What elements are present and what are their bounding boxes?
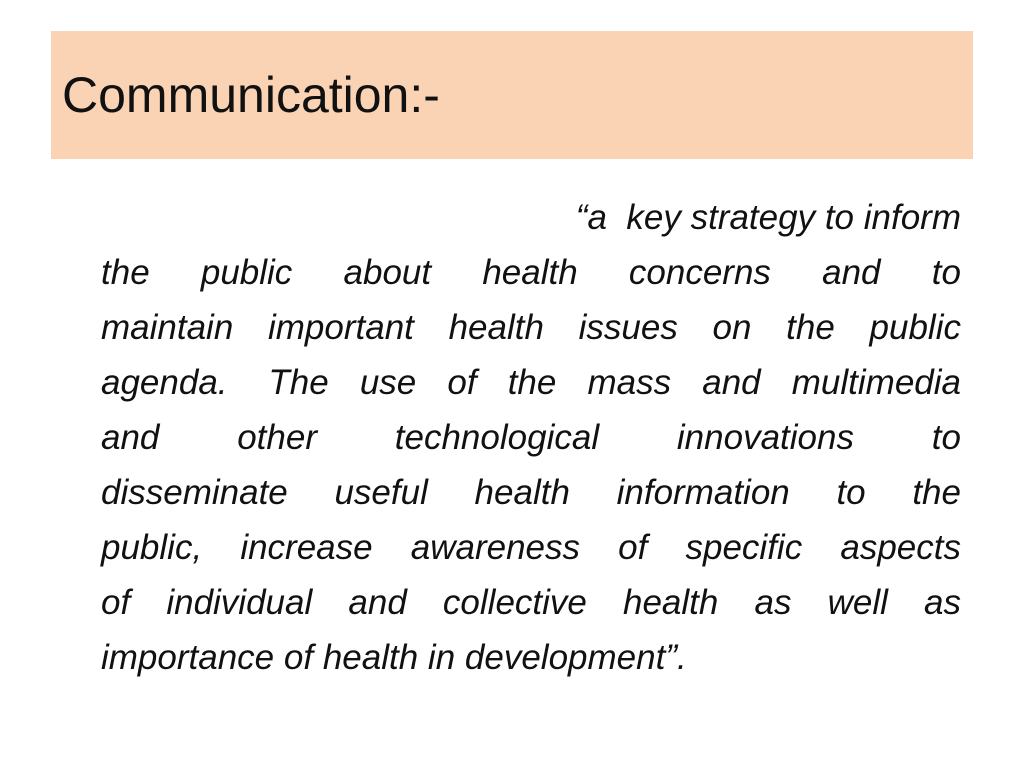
quote-word: disseminate — [101, 473, 288, 512]
quote-word: well — [827, 583, 888, 622]
quote-line — [101, 465, 961, 520]
quote-word: awareness — [410, 528, 581, 567]
quote-word: important — [267, 308, 414, 347]
quote-word: use — [359, 363, 417, 402]
quote-word: individual — [166, 583, 313, 622]
quote-word: and — [702, 363, 761, 402]
quote-word: as — [754, 583, 792, 622]
quote-line — [101, 630, 961, 685]
quote-line — [101, 190, 961, 245]
quote-word: in — [427, 638, 456, 677]
quote-word: technological — [394, 418, 600, 457]
quote-word: about — [343, 253, 432, 292]
quote-word: health — [482, 253, 578, 292]
quote-word: other — [237, 418, 317, 457]
quote-word: issues — [578, 308, 678, 347]
quote-word: concerns — [628, 253, 771, 292]
title-bar — [51, 31, 973, 159]
quote-word: The — [268, 363, 329, 402]
quote-word: innovations — [676, 418, 854, 457]
quote-word: health — [322, 638, 419, 677]
quote-word: and — [348, 583, 407, 622]
quote-word: on — [712, 308, 752, 347]
quote-word: of — [101, 583, 131, 622]
quote-word: mass — [587, 363, 672, 402]
quote-word: the — [786, 308, 835, 347]
quote-word: collective — [442, 583, 587, 622]
quote-line — [101, 520, 961, 575]
quote-line — [101, 410, 961, 465]
quote-word: inform — [863, 198, 961, 237]
quote-word: public, — [101, 528, 203, 567]
quote-body — [101, 190, 961, 685]
quote-word: the — [507, 363, 557, 402]
quote-word: and — [101, 418, 160, 457]
quote-word: aspects — [840, 528, 961, 567]
quote-word: strategy — [690, 198, 816, 237]
quote-line — [101, 300, 961, 355]
quote-word: and — [822, 253, 881, 292]
quote-word: increase — [240, 528, 373, 567]
quote-word: useful — [334, 473, 428, 512]
quote-word: of — [283, 638, 314, 677]
quote-word: public — [869, 308, 961, 347]
quote-word: health — [448, 308, 544, 347]
quote-word: the — [912, 473, 961, 512]
quote-word: to — [931, 418, 961, 457]
quote-line — [101, 575, 961, 630]
quote-word: multimedia — [791, 363, 961, 402]
quote-word: “a key — [575, 198, 681, 237]
quote-line — [101, 245, 961, 300]
quote-word: information — [616, 473, 790, 512]
quote-word: of — [618, 528, 648, 567]
quote-word: to — [931, 253, 961, 292]
slide-title: Communication:- — [62, 67, 440, 123]
quote-word: to — [824, 198, 855, 237]
quote-word: maintain — [101, 308, 234, 347]
quote-line — [101, 355, 961, 410]
quote-word: public — [200, 253, 293, 292]
quote-word: specific — [685, 528, 803, 567]
quote-word: of — [447, 363, 477, 402]
quote-word: the — [101, 253, 150, 292]
quote-word: as — [924, 583, 961, 622]
quote-word: to — [836, 473, 866, 512]
quote-word: importance — [101, 638, 275, 677]
quote-word: health — [623, 583, 719, 622]
quote-word: agenda. — [101, 363, 238, 402]
quote-word: development”. — [464, 638, 687, 677]
quote-word: health — [474, 473, 570, 512]
